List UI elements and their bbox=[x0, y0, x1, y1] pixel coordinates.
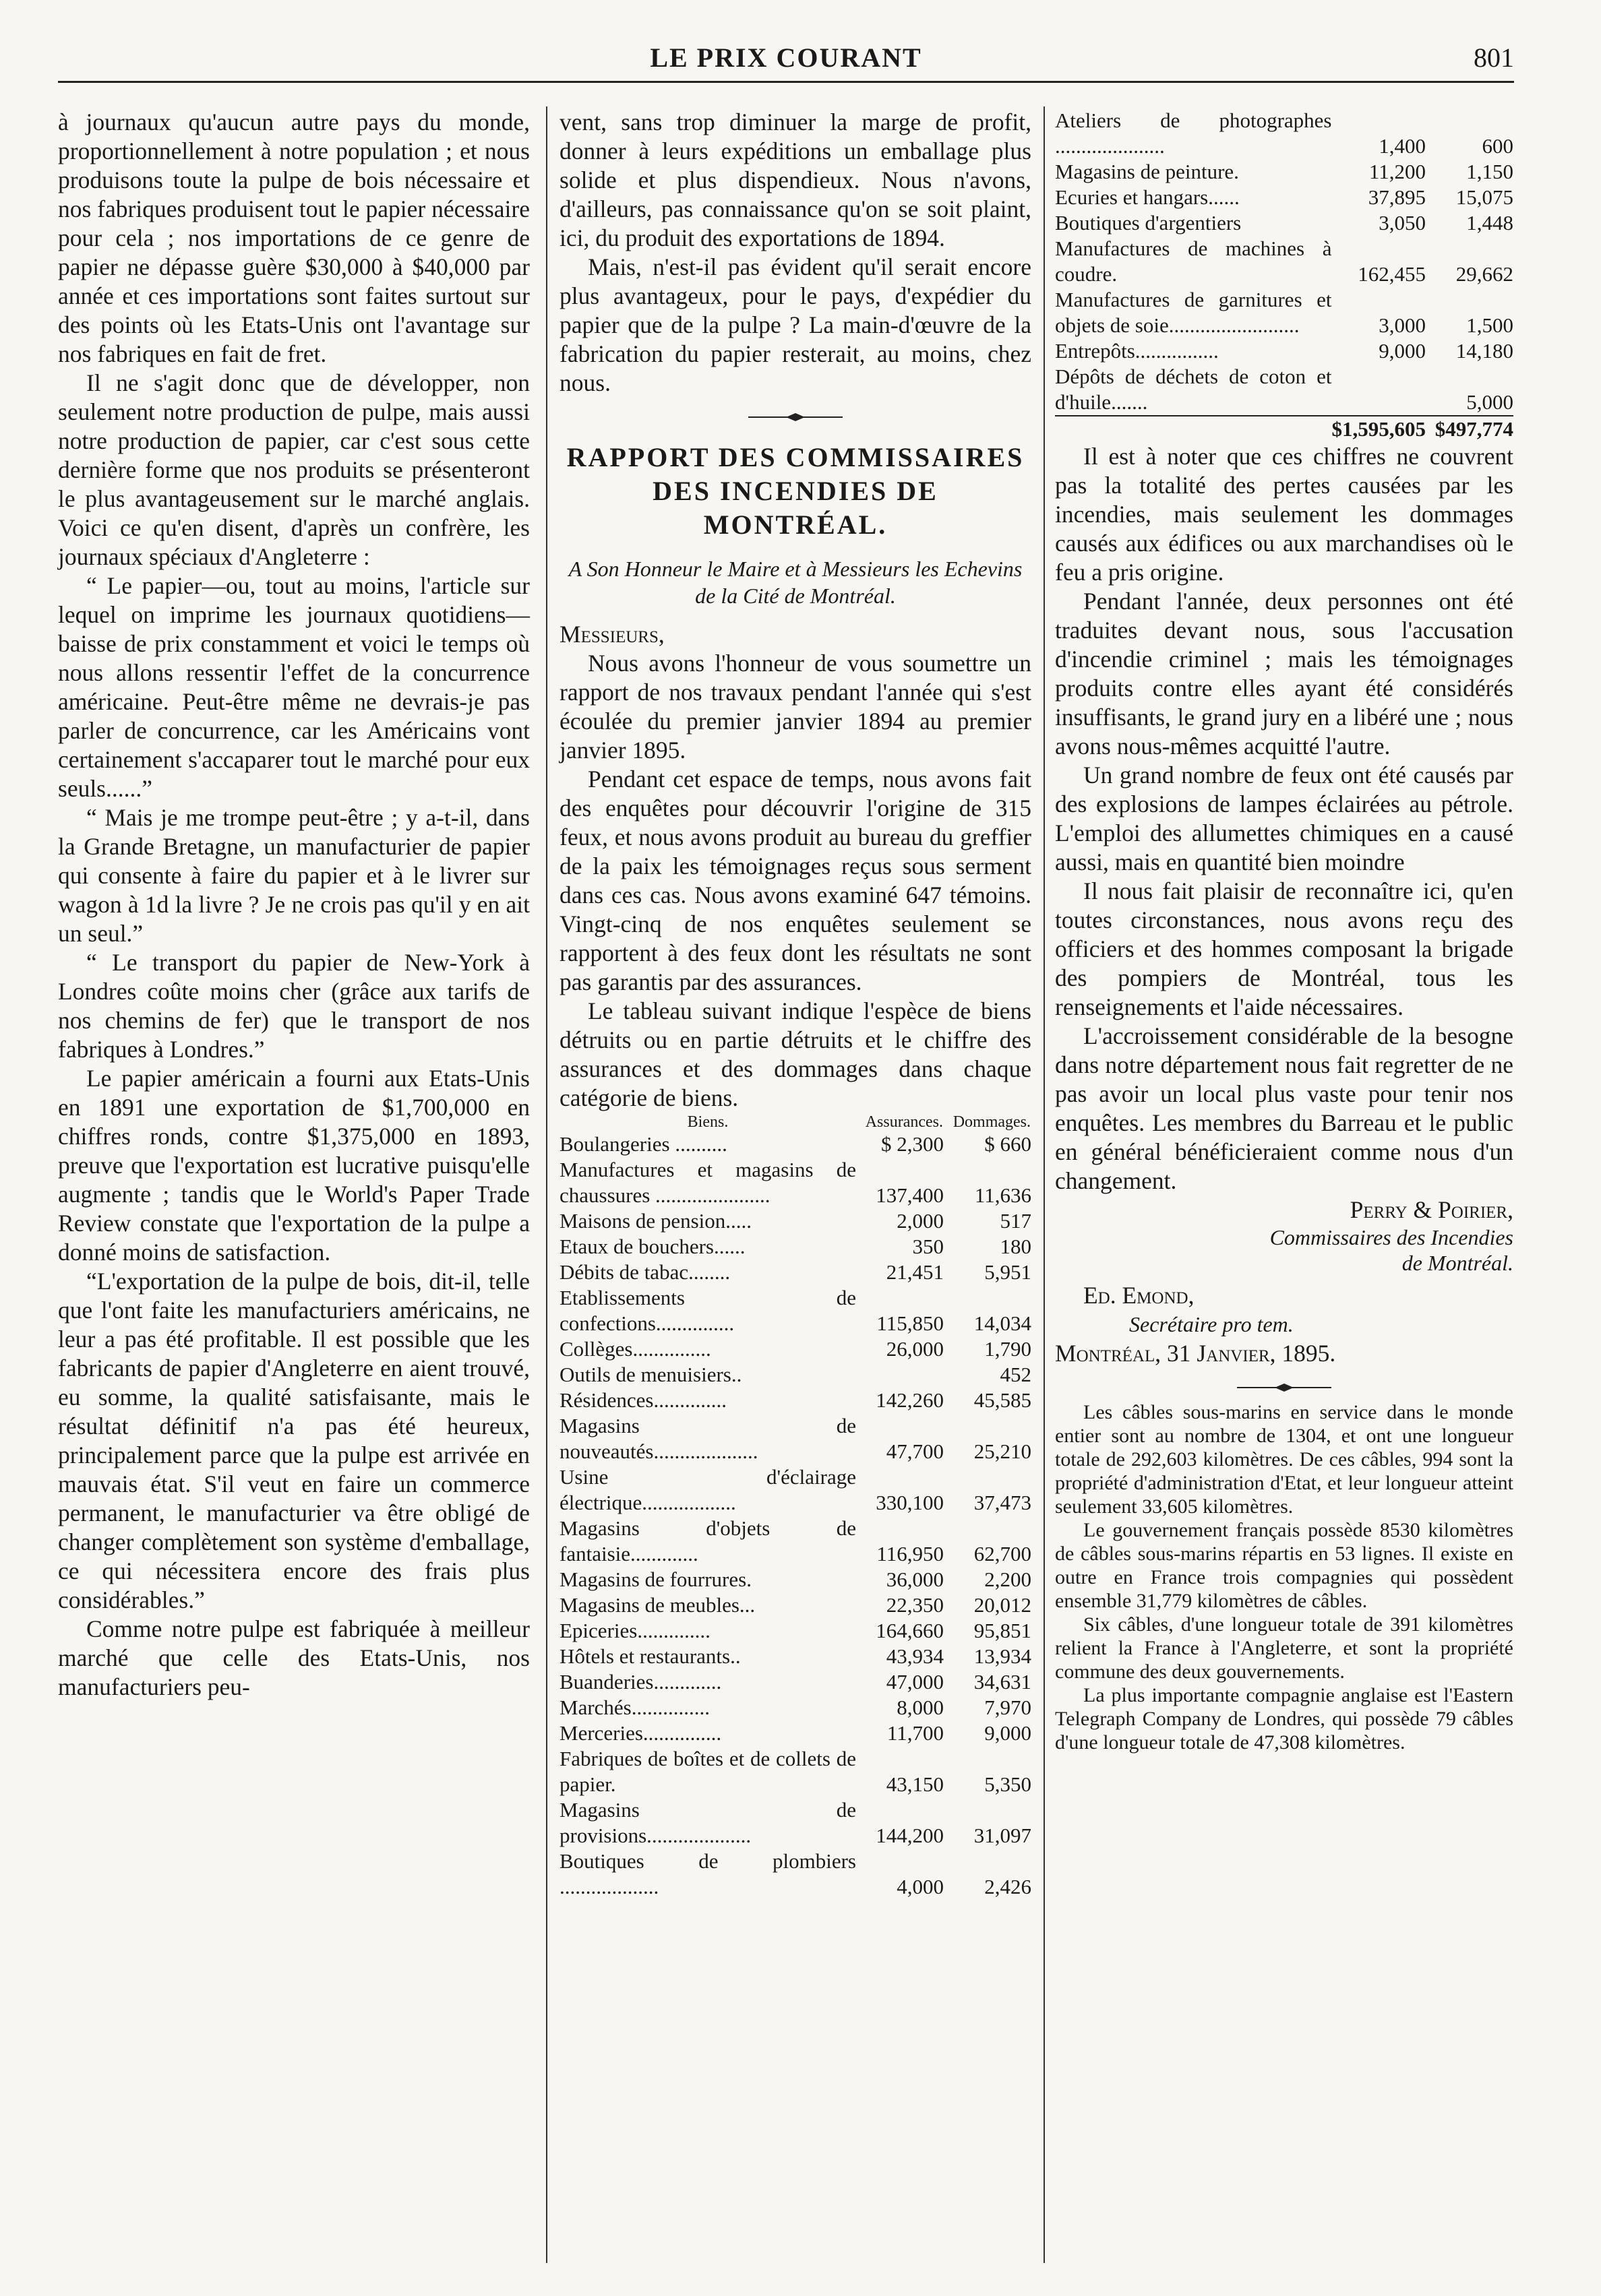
row-label: Merceries............... bbox=[560, 1721, 722, 1745]
row-label: Etablissements de confections............... bbox=[560, 1286, 856, 1335]
row-label: Buanderies............. bbox=[560, 1670, 722, 1694]
row-label: Magasins de nouveautés.................... bbox=[560, 1414, 856, 1463]
row-label: Marchés............... bbox=[560, 1696, 710, 1719]
row-dommages: 517 bbox=[1000, 1209, 1031, 1233]
row-label: Boutiques d'argentiers bbox=[1055, 211, 1242, 235]
report-heading-line: RAPPORT DES COMMISSAIRES bbox=[566, 442, 1025, 472]
table-row bbox=[560, 1797, 1031, 1849]
news-paragraph: La plus importante compagnie anglaise est l'Eastern Telegraph Company de Londres, qui possède 79 câbles d'une longueur totale de 47,308 kilomètres. bbox=[1055, 1684, 1513, 1754]
row-assurances: 137,400 bbox=[876, 1183, 944, 1207]
row-label: Collèges............... bbox=[560, 1337, 711, 1361]
row-label: Magasins de peinture. bbox=[1055, 160, 1239, 183]
cable-news bbox=[1055, 1400, 1513, 1754]
paragraph: Nous avons l'honneur de vous soumettre un rapport de nos travaux pendant l'année qui s'est écoulée du premier janvier 1894 au premier janvier 1895. bbox=[560, 650, 1031, 764]
total-dommages: $497,774 bbox=[1426, 416, 1513, 442]
row-dommages: 9,000 bbox=[984, 1721, 1031, 1745]
secretary-name: Ed. Emond, bbox=[1083, 1282, 1195, 1309]
row-label: Magasins de provisions.................... bbox=[560, 1798, 856, 1847]
row-assurances: 330,100 bbox=[876, 1491, 944, 1514]
row-dommages: 2,200 bbox=[984, 1568, 1031, 1591]
row-dommages: 62,700 bbox=[973, 1542, 1031, 1565]
totals-row bbox=[1055, 416, 1513, 442]
table-row bbox=[560, 1849, 1031, 1900]
paragraph: Il ne s'agit donc que de développer, non seulement notre production de pulpe, mais aussi notre production de papier, car c'est sous cette dernière forme que nos produits se présenteront le plus avantageusement sur le marché anglais. Voici ce qu'en disent, d'après un confrère, les journaux spéciaux d'Angleterre : bbox=[58, 369, 530, 570]
row-label: Fabriques de boîtes et de collets de papier. bbox=[560, 1747, 856, 1796]
row-label: Manufactures et magasins de chaussures ...................... bbox=[560, 1158, 856, 1207]
row-dommages: 14,180 bbox=[1455, 339, 1513, 363]
table-row bbox=[560, 1336, 1031, 1362]
row-label: Ateliers de photographes ..................... bbox=[1055, 108, 1332, 158]
table-header-dommages: Dommages. bbox=[953, 1113, 1031, 1131]
row-assurances: 11,700 bbox=[886, 1721, 944, 1745]
paragraph: vent, sans trop diminuer la marge de profit, donner à leurs expéditions un emballage plus solide et plus dispendieux. Nous n'avons, d'ailleurs, pas connaissance qu'on se soit plaint, ici, du produit des exportations de 1894. bbox=[560, 108, 1031, 251]
news-paragraph: Le gouvernement français possède 8530 kilomètres de câbles sous-marins répartis en 53 lignes. Il existe en outre en France trois compagnies qui possèdent ensemble 31,779 kilomètres de câbles. bbox=[1055, 1519, 1513, 1612]
signature-role: Commissaires des Incendies bbox=[1269, 1225, 1513, 1249]
paragraph: Il est à noter que ces chiffres ne couvrent pas la totalité des pertes causées par les incendies, mais seulement les dommages causés aux édifices ou aux marchandises où le feu a pris origine. bbox=[1055, 443, 1513, 586]
row-dommages: 7,970 bbox=[984, 1696, 1031, 1719]
row-assurances: 43,934 bbox=[886, 1644, 944, 1668]
paragraph: Pendant cet espace de temps, nous avons fait des enquêtes pour découvrir l'origine de 315 feux, et nous avons produit au bureau du greffier de la paix les témoignages reçus sous serment dans ces cas. Nous avons examiné 647 témoins. Vingt-cinq de nos enquêtes seulement se rapportent à des feux dont les résultats ne sont pas garantis par des assurances. bbox=[560, 766, 1031, 995]
row-dommages: 1,790 bbox=[984, 1337, 1031, 1361]
table-row bbox=[1055, 159, 1513, 185]
row-label: Manufactures de garnitures et objets de soie......................... bbox=[1055, 288, 1332, 337]
dateline: Montréal, 31 Janvier, 1895. bbox=[1055, 1340, 1336, 1367]
table-row bbox=[1055, 236, 1513, 287]
paragraph: Le tableau suivant indique l'espèce de biens détruits ou en partie détruits et le chiffre des assurances et des dommages dans chaque catégorie de biens. bbox=[560, 997, 1031, 1111]
column-rule bbox=[546, 106, 547, 2263]
table-row bbox=[1055, 287, 1513, 338]
row-assurances: 4,000 bbox=[897, 1875, 944, 1898]
page-header bbox=[58, 39, 1514, 83]
row-dommages: 15,075 bbox=[1455, 185, 1513, 209]
row-assurances: 3,000 bbox=[1379, 313, 1426, 337]
secretary-role: Secrétaire pro tem. bbox=[1129, 1312, 1294, 1336]
row-assurances: $ 2,300 bbox=[881, 1132, 944, 1156]
row-assurances: 8,000 bbox=[897, 1696, 944, 1719]
table-row bbox=[560, 1516, 1031, 1567]
row-dommages: 1,500 bbox=[1466, 313, 1513, 337]
row-dommages: 452 bbox=[1000, 1363, 1031, 1386]
row-dommages: 45,585 bbox=[973, 1388, 1031, 1412]
row-dommages: 5,951 bbox=[984, 1260, 1031, 1284]
row-assurances: 115,850 bbox=[876, 1311, 944, 1335]
row-dommages: 1,150 bbox=[1466, 160, 1513, 183]
table-row bbox=[1055, 364, 1513, 416]
row-dommages: 600 bbox=[1482, 134, 1513, 158]
row-assurances: 142,260 bbox=[876, 1388, 944, 1412]
signature-role: de Montréal. bbox=[1401, 1251, 1513, 1275]
row-dommages: 5,000 bbox=[1466, 390, 1513, 414]
row-assurances: 37,895 bbox=[1368, 185, 1426, 209]
row-label: Outils de menuisiers.. bbox=[560, 1363, 742, 1386]
table-row bbox=[560, 1388, 1031, 1413]
row-dommages: 2,426 bbox=[984, 1875, 1031, 1898]
row-dommages: 34,631 bbox=[973, 1670, 1031, 1694]
row-assurances: 116,950 bbox=[876, 1542, 944, 1565]
losses-table bbox=[560, 1113, 1031, 1900]
table-row bbox=[560, 1208, 1031, 1234]
row-dommages: 180 bbox=[1000, 1235, 1031, 1258]
row-assurances: 21,451 bbox=[886, 1260, 944, 1284]
report-heading-line: DES INCENDIES DE bbox=[653, 476, 938, 506]
table-row bbox=[560, 1413, 1031, 1464]
row-assurances: 26,000 bbox=[886, 1337, 944, 1361]
row-label: Dépôts de déchets de coton et d'huile....... bbox=[1055, 365, 1332, 414]
table-row bbox=[560, 1285, 1031, 1336]
row-assurances: 164,660 bbox=[876, 1619, 944, 1642]
table-row bbox=[560, 1567, 1031, 1592]
row-label: Etaux de bouchers...... bbox=[560, 1235, 746, 1258]
column-1 bbox=[58, 108, 530, 1702]
secretary-block bbox=[1055, 1281, 1513, 1339]
row-assurances: 43,150 bbox=[886, 1772, 944, 1796]
row-label: Hôtels et restaurants.. bbox=[560, 1644, 741, 1668]
table-row bbox=[1055, 108, 1513, 159]
row-label: Magasins d'objets de fantaisie............. bbox=[560, 1516, 856, 1565]
row-label: Magasins de meubles... bbox=[560, 1593, 756, 1617]
signature-names: Perry & Poirier, bbox=[1350, 1196, 1513, 1223]
total-assurances: $1,595,605 bbox=[1331, 417, 1426, 441]
table-header-biens: Biens. bbox=[687, 1113, 729, 1131]
table-row bbox=[560, 1157, 1031, 1208]
row-dommages: 95,851 bbox=[973, 1619, 1031, 1642]
row-assurances: 9,000 bbox=[1379, 339, 1426, 363]
row-assurances bbox=[856, 1362, 944, 1388]
row-dommages: 29,662 bbox=[1455, 262, 1513, 286]
table-row bbox=[560, 1669, 1031, 1695]
paragraph: Pendant l'année, deux personnes ont été traduites devant nous, sous l'accusation d'incendie criminel ; mais les témoignages produits contre elles ayant été considérés insuffisants, le grand jury en a libéré une ; nous avons nous-mêmes acquitté l'autre. bbox=[1055, 588, 1513, 759]
signature-block bbox=[1055, 1196, 1513, 1276]
row-assurances: 162,455 bbox=[1358, 262, 1426, 286]
row-label: Entrepôts................ bbox=[1055, 339, 1219, 363]
row-dommages: 13,934 bbox=[973, 1644, 1031, 1668]
news-paragraph: Six câbles, d'une longueur totale de 391 kilomètres relient la France à l'Angleterre, et sont la propriété commune des deux gouvernements. bbox=[1055, 1613, 1513, 1683]
quote-paragraph: “L'exportation de la pulpe de bois, dit-il, telle que l'ont faite les manufacturiers américains, ne leur a pas été profitable. Il est possible que les fabricants de papier d'Angleterre en aient trouvé, eu somme, la qualité satisfaisante, mais le résultat définitif n'a pas été heureux, principalement parce que la pulpe est arrivée en mauvais état. S'il veut en faire un commerce permanent, le manufacturier va être obligé de changer complètement son système d'emballage, ce qui nécessitera encore des frais plus considérables.” bbox=[58, 1268, 530, 1613]
row-dommages: 20,012 bbox=[973, 1593, 1031, 1617]
salutation: Messieurs, bbox=[560, 621, 665, 648]
table-row bbox=[1055, 210, 1513, 236]
table-row bbox=[1055, 338, 1513, 364]
row-assurances: 36,000 bbox=[886, 1568, 944, 1591]
losses-table-continued bbox=[1055, 108, 1513, 442]
column-2 bbox=[560, 108, 1031, 1900]
table-row bbox=[560, 1618, 1031, 1644]
row-label: Usine d'éclairage électrique.................. bbox=[560, 1465, 856, 1514]
row-assurances: 2,000 bbox=[897, 1209, 944, 1233]
row-label: Magasins de fourrures. bbox=[560, 1568, 752, 1591]
row-assurances: 350 bbox=[912, 1235, 944, 1258]
column-3 bbox=[1055, 108, 1513, 1754]
row-dommages: 11,636 bbox=[974, 1183, 1031, 1207]
separator-ornament bbox=[560, 402, 1031, 426]
table-row bbox=[560, 1644, 1031, 1669]
report-address: A Son Honneur le Maire et à Messieurs les Echevins de la Cité de Montréal. bbox=[568, 557, 1023, 608]
row-label: Maisons de pension..... bbox=[560, 1209, 752, 1233]
paragraph: à journaux qu'aucun autre pays du monde, proportionnellement à notre population ; et nous produisons toute la pulpe de bois nécessaire et nos fabriques produisent tout le papier nécessaire pour cela ; nos importations de ce genre de papier ne dépasse guère $30,000 à $40,000 par année et ces importations sont faites surtout sur des points où les Etats-Unis ont l'avantage sur nos fabriques en fait de fret. bbox=[58, 108, 530, 367]
report-heading bbox=[560, 441, 1031, 542]
table-header-assurances: Assurances. bbox=[865, 1113, 943, 1131]
row-dommages: $ 660 bbox=[984, 1132, 1031, 1156]
table-row bbox=[560, 1464, 1031, 1516]
paragraph: Il nous fait plaisir de reconnaître ici, qu'en toutes circonstances, nous avons reçu des officiers et des hommes composant la brigade des pompiers de Montréal, tous les renseignements et l'aide nécessaires. bbox=[1055, 877, 1513, 1020]
table-row bbox=[560, 1234, 1031, 1260]
table-row bbox=[560, 1746, 1031, 1797]
row-label: Epiceries.............. bbox=[560, 1619, 711, 1642]
report-heading-line: MONTRÉAL. bbox=[703, 509, 888, 540]
row-label: Débits de tabac........ bbox=[560, 1260, 731, 1284]
table-row bbox=[560, 1362, 1031, 1388]
quote-paragraph: “ Le transport du papier de New-York à Londres coûte moins cher (grâce aux tarifs de nos chemins de fer) que le transport de nos fabriques à Londres.” bbox=[58, 949, 530, 1063]
table-row bbox=[1055, 185, 1513, 210]
running-title: LE PRIX COURANT bbox=[650, 42, 922, 73]
table-row bbox=[560, 1592, 1031, 1618]
row-dommages: 14,034 bbox=[973, 1311, 1031, 1335]
page-number: 801 bbox=[1474, 42, 1514, 73]
table-row bbox=[560, 1260, 1031, 1285]
paragraph: Un grand nombre de feux ont été causés par des explosions de lampes éclairées au pétrole. L'emploi des allumettes chimiques en a causé aussi, mais en quantité bien moindre bbox=[1055, 762, 1513, 875]
row-label: Manufactures de machines à coudre. bbox=[1055, 237, 1332, 286]
row-assurances: 47,000 bbox=[886, 1670, 944, 1694]
column-rule bbox=[1044, 106, 1045, 2263]
paragraph: Comme notre pulpe est fabriquée à meilleur marché que celle des Etats-Unis, nos manufacturiers peu- bbox=[58, 1615, 530, 1700]
paragraph: Le papier américain a fourni aux Etats-Unis en 1891 une exportation de $1,700,000 en chiffres ronds, contre $1,375,000 en 1893, preuve que l'exportation est lucrative puisqu'elle augmente ; tandis que le World's Paper Trade Review constate que l'exportation de la pulpe a donné moins de satisfaction. bbox=[58, 1065, 530, 1266]
row-assurances: 144,200 bbox=[876, 1824, 944, 1847]
row-assurances: 22,350 bbox=[886, 1593, 944, 1617]
row-assurances bbox=[1332, 364, 1426, 416]
row-label: Boulangeries .......... bbox=[560, 1132, 727, 1156]
row-dommages: 5,350 bbox=[984, 1772, 1031, 1796]
separator-ornament bbox=[1055, 1372, 1513, 1396]
row-dommages: 31,097 bbox=[973, 1824, 1031, 1847]
paragraph: Mais, n'est-il pas évident qu'il serait encore plus avantageux, pour le pays, d'expédier du papier que de la pulpe ? La main-d'œuvre de la fabrication du papier resterait, au moins, chez nous. bbox=[560, 253, 1031, 396]
row-dommages: 1,448 bbox=[1466, 211, 1513, 235]
news-paragraph: Les câbles sous-marins en service dans le monde entier sont au nombre de 1304, et ont une longueur totale de 292,603 kilomètres. De ces câbles, 994 sont la propriété d'administration d'Etat, et leur longueur atteint seulement 33,605 kilomètres. bbox=[1055, 1401, 1513, 1518]
row-label: Boutiques de plombiers ................... bbox=[560, 1849, 856, 1898]
row-dommages: 25,210 bbox=[973, 1439, 1031, 1463]
table-row bbox=[560, 1131, 1031, 1157]
table-row bbox=[560, 1720, 1031, 1746]
row-assurances: 3,050 bbox=[1379, 211, 1426, 235]
row-dommages: 37,473 bbox=[973, 1491, 1031, 1514]
paragraph: L'accroissement considérable de la besogne dans notre département nous fait regretter de ne pas avoir un local plus vaste pour tenir nos enquêtes. Les membres du Barreau et le public en général bénéficieraient comme nous d'un changement. bbox=[1055, 1022, 1513, 1194]
row-label: Ecuries et hangars...... bbox=[1055, 185, 1240, 209]
row-assurances: 47,700 bbox=[886, 1439, 944, 1463]
table-row bbox=[560, 1695, 1031, 1720]
row-assurances: 1,400 bbox=[1379, 134, 1426, 158]
row-assurances: 11,200 bbox=[1368, 160, 1426, 183]
quote-paragraph: “ Le papier—ou, tout au moins, l'article sur lequel on imprime les journaux quotidiens—baisse de prix constamment et voici le temps où nous allons ressentir l'effet de la concurrence américaine. Peut-être même ne devrais-je pas parler de concurrence, car les Américains vont certainement s'accaparer tout le marché pour eux seuls......” bbox=[58, 572, 530, 802]
quote-paragraph: “ Mais je me trompe peut-être ; y a-t-il, dans la Grande Bretagne, un manufacturier de papier qui consente à faire du papier et à le livrer sur wagon à 1d la livre ? Je ne crois pas qu'il y en ait un seul.” bbox=[58, 804, 530, 947]
row-label: Résidences.............. bbox=[560, 1388, 727, 1412]
